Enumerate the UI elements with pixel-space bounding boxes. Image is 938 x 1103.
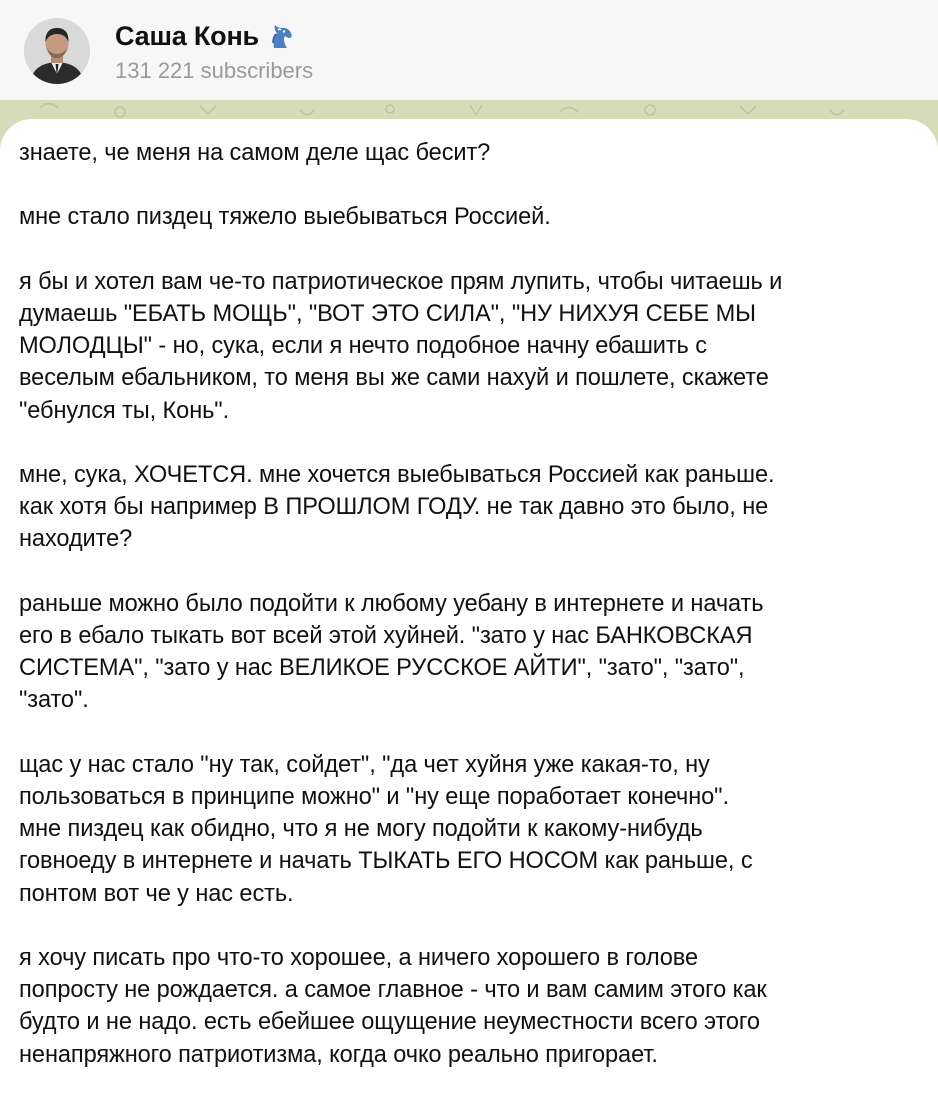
post-paragraph: раньше можно было подойти к любому уебану в интернете и начать его в ебало тыкать вот всей этой хуйней. "зато у нас БАНКОВСКАЯ СИСТЕМА", "зато у нас ВЕЛИКОЕ РУССКОЕ АЙТИ", "зато", "зато", "зато". [19, 590, 764, 714]
horse-head-icon [265, 21, 295, 51]
channel-name[interactable]: Саша Конь [115, 20, 259, 51]
post-paragraph: я хочу писать про что-то хорошее, а ничего хорошего в голове попросту не рождается. а самое главное - что и вам самим этого как будто и не надо. есть ебейшее ощущение неуместности всего этого ненапряжного патриотизма, когда очко реально пригорает. [19, 944, 767, 1068]
channel-title-row[interactable] [115, 19, 295, 53]
post-text[interactable] [19, 137, 924, 1103]
post-paragraph: я бы и хотел вам че-то патриотическое прям лупить, чтобы читаешь и думаешь "ЕБАТЬ МОЩЬ", "ВОТ ЭТО СИЛА", "НУ НИХУЯ СЕБЕ МЫ МОЛОДЦЫ" - но, сука, если я нечто подобное начну ебашить с веселым ебальником, то меня вы же сами нахуй и пошлете, скажете "ебнулся ты, Конь". [19, 268, 783, 424]
subscriber-count: 131 221 subscribers [115, 58, 314, 83]
channel-header[interactable] [0, 0, 938, 101]
profile-photo-icon [24, 18, 90, 84]
post-paragraph: мне стало пиздец тяжело выебываться Россией. [19, 204, 551, 231]
post-paragraph: щас у нас стало "ну так, сойдет", "да чет хуйня уже какая-то, ну пользоваться в принципе можно" и "ну еще поработает конечно". мне пиздец как обидно, что я не могу подойти к какому-нибудь говноеду в интернете и начать ТЫКАТЬ ЕГО НОСОМ как раньше, с понтом вот че у нас есть. [19, 751, 753, 907]
channel-avatar[interactable] [24, 18, 90, 84]
post-paragraph: знаете, че меня на самом деле щас бесит? [19, 140, 491, 166]
post-paragraph: мне, сука, ХОЧЕТСЯ. мне хочется выебываться Россией как раньше. как хотя бы например В ПРОШЛОМ ГОДУ. не так давно это было, не находите? [19, 461, 775, 553]
